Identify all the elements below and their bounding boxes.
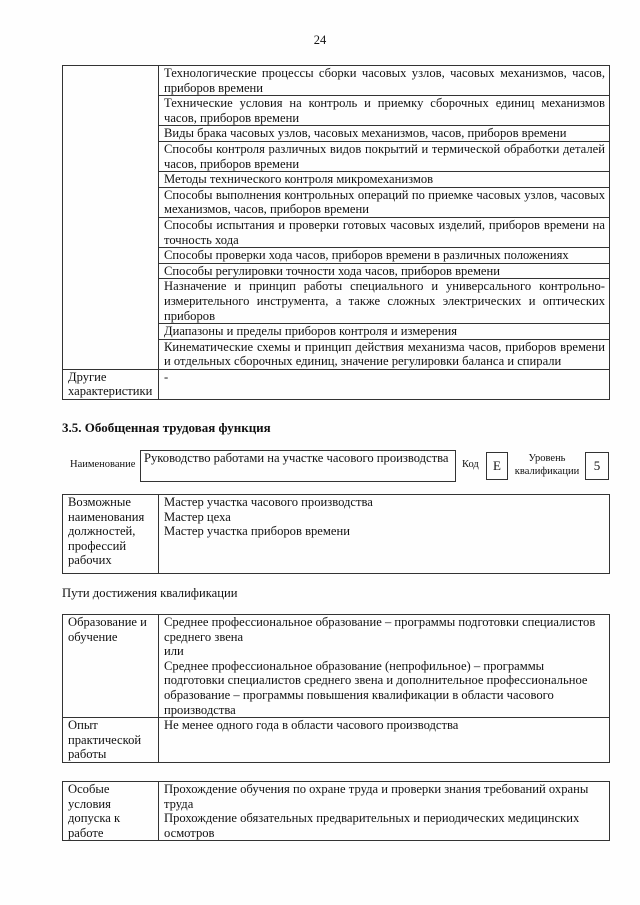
other-label: Другие характеристики [63, 369, 159, 399]
knowledge-item: Методы технического контроля микромеханизмов [159, 172, 610, 188]
condition-line: Прохождение обучения по охране труда и проверки знания требований охраны труда [164, 782, 589, 811]
knowledge-label-cell [63, 66, 159, 370]
knowledge-item: Назначение и принцип работы специального и универсального контрольно-измерительного инструмента, а также сложных электрических и оптических приборов [159, 279, 610, 324]
knowledge-item: Технологические процессы сборки часовых узлов, часовых механизмов, часов, приборов времени [159, 66, 610, 96]
page-number: 24 [313, 33, 327, 47]
experience-value: Не менее одного года в области часового производства [159, 718, 610, 763]
knowledge-table [62, 65, 610, 400]
name-label: Наименование [70, 459, 136, 470]
knowledge-item: Диапазоны и пределы приборов контроля и измерения [159, 324, 610, 340]
knowledge-item: Способы проверки хода часов, приборов времени в различных положениях [159, 248, 610, 264]
code-value: E [486, 452, 508, 480]
knowledge-row [63, 66, 610, 96]
position-item: Мастер цеха [164, 509, 231, 524]
name-value: Руководство работами на участке часового производства [140, 450, 456, 482]
section-title: 3.5. Обобщенная трудовая функция [62, 420, 271, 435]
knowledge-item: Технические условия на контроль и приемку сборочных единиц механизмов часов, приборов времени [159, 96, 610, 126]
other-row [63, 369, 610, 399]
education-values [159, 615, 610, 718]
education-line: или [164, 644, 184, 659]
level-label: Уровень квалификации [514, 453, 580, 477]
paths-title: Пути достижения квалификации [62, 586, 238, 600]
positions-table [62, 494, 610, 574]
qualification-table [62, 614, 610, 763]
position-item: Мастер участка часового производства [164, 495, 373, 509]
education-line: Среднее профессиональное образование (непрофильное) – программы подготовки специалистов среднего звена и дополнительное профессиональное образование – программы повышения квалификации в области часового производства [164, 658, 588, 717]
conditions-values [159, 782, 610, 841]
positions-values [159, 495, 610, 574]
education-label: Образование и обучение [63, 615, 159, 718]
knowledge-item: Виды брака часовых узлов, часовых механизмов, часов, приборов времени [159, 126, 610, 142]
other-value: - [159, 369, 610, 399]
knowledge-item: Способы регулировки точности хода часов, приборов времени [159, 263, 610, 279]
positions-label: Возможные наименования должностей, профессий рабочих [63, 495, 159, 574]
position-item: Мастер участка приборов времени [164, 524, 350, 539]
experience-label: Опыт практической работы [63, 718, 159, 763]
knowledge-item: Кинематические схемы и принцип действия механизма часов, приборов времени и отдельных сборочных единиц, значение регулировки баланса и спирали [159, 339, 610, 369]
knowledge-item: Способы контроля различных видов покрытий и термической обработки деталей часов, приборов времени [159, 141, 610, 171]
conditions-table [62, 781, 610, 841]
education-line: Среднее профессиональное образование – программы подготовки специалистов среднего звена [164, 615, 596, 644]
level-value: 5 [585, 452, 609, 480]
code-label: Код [462, 459, 479, 470]
condition-line: Прохождение обязательных предварительных и периодических медицинских осмотров [164, 811, 580, 840]
knowledge-item: Способы испытания и проверки готовых часовых изделий, приборов времени на точность хода [159, 217, 610, 247]
conditions-label: Особые условия допуска к работе [63, 782, 159, 841]
knowledge-item: Способы выполнения контрольных операций по приемке часовых узлов, часовых механизмов, часов, приборов времени [159, 187, 610, 217]
